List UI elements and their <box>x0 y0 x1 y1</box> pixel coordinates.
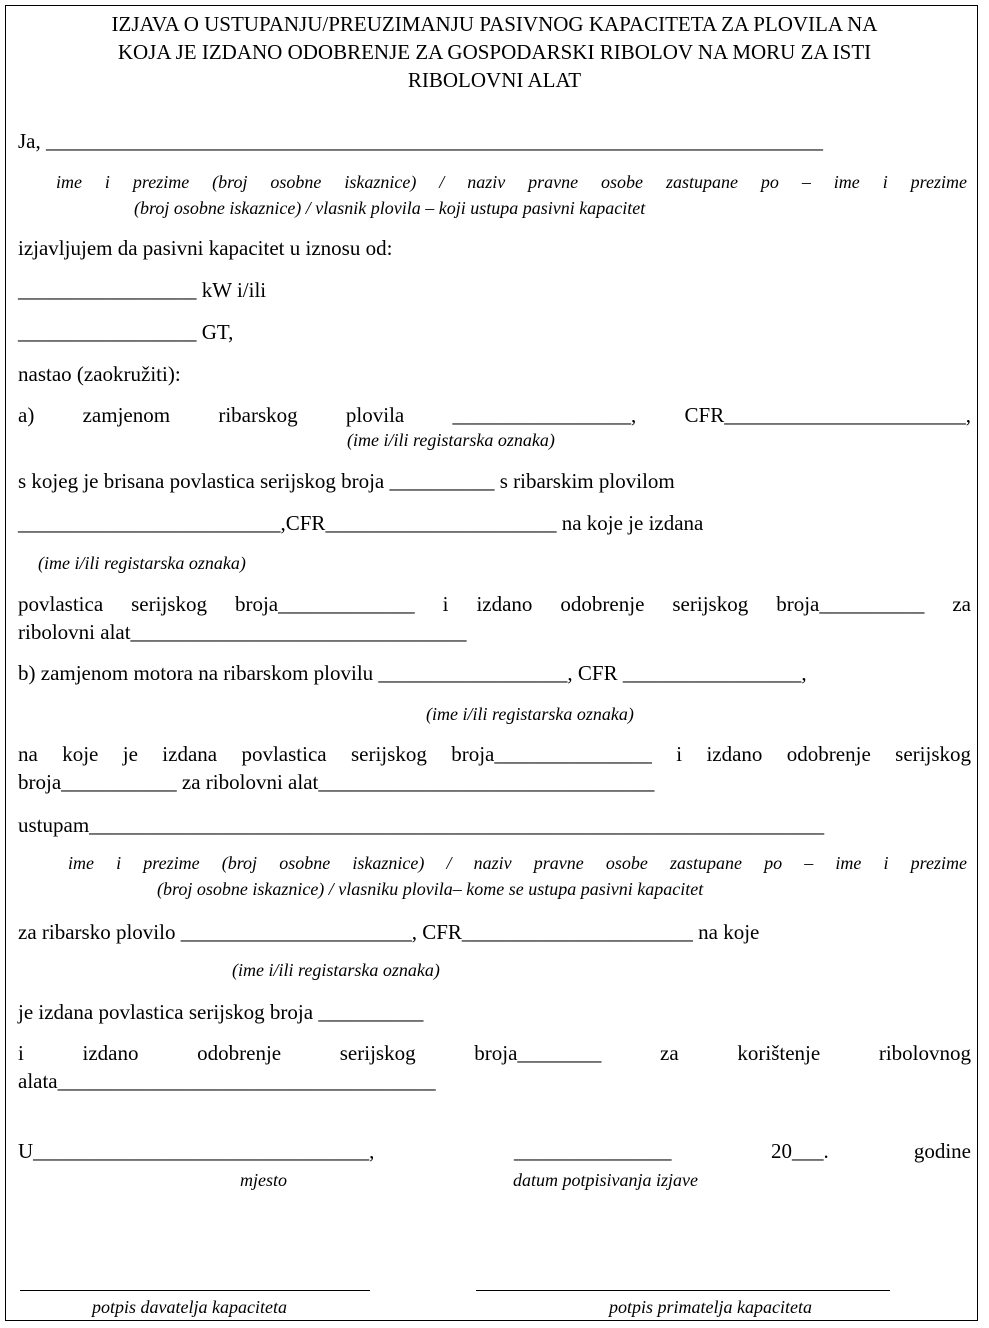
caption-signature-receiver: potpis primatelja kapaciteta <box>609 1297 812 1317</box>
caption-mjesto: mjesto <box>240 1170 287 1190</box>
i-izdano-line-1: i izdano odobrenje serijskog broja________ za korištenje ribolovnog <box>18 1041 971 1065</box>
title-line-2: KOJA JE IZDANO ODOBRENJE ZA GOSPODARSKI RIBOLOV NA MORU ZA ISTI <box>117 40 872 64</box>
ja-field-line: Ja, __________________________________________________________________________ <box>18 129 823 153</box>
date-field: _______________ <box>514 1139 672 1163</box>
year-field: 20___. <box>771 1139 829 1163</box>
izjavljujem-text: izjavljujem da pasivni kapacitet u iznosu od: <box>18 236 393 260</box>
je-izdana-line: je izdana povlastica serijskog broja __________ <box>18 1000 424 1024</box>
caption-registration-c: (ime i/ili registarska oznaka) <box>426 704 634 724</box>
povlastica-line-2: ribolovni alat________________________________ <box>18 620 467 644</box>
signature-line-giver <box>20 1290 370 1291</box>
caption-datum: datum potpisivanja izjave <box>513 1170 698 1190</box>
caption-owner-line-2: (broj osobne iskaznice) / vlasnik plovila – koji ustupa pasivni kapacitet <box>134 198 646 218</box>
place-field: U________________________________, <box>18 1139 375 1163</box>
gt-field-line: _________________ GT, <box>18 320 234 344</box>
caption-receiver-line-1: ime i prezime (broj osobne iskaznice) / naziv pravne osobe zastupane po – ime i prezime <box>68 853 967 873</box>
na-koje-line-1: na koje je izdana povlastica serijskog broja_______________ i izdano odobrenje serijskog <box>18 742 971 766</box>
signature-line-receiver <box>476 1290 890 1291</box>
title-line-1: IZJAVA O USTUPANJU/PREUZIMANJU PASIVNOG KAPACITETA ZA PLOVILA NA <box>111 12 878 36</box>
i-izdano-line-2: alata____________________________________ <box>18 1069 436 1093</box>
cfr-field-line: _________________________,CFR______________________ na koje je izdana <box>18 511 704 535</box>
caption-registration-a: (ime i/ili registarska oznaka) <box>347 430 555 450</box>
caption-owner-line-1: ime i prezime (broj osobne iskaznice) / naziv pravne osobe zastupane po – ime i prezime <box>56 172 967 192</box>
nastao-text: nastao (zaokružiti): <box>18 362 181 386</box>
ustupam-field-line: ustupam______________________________________________________________________ <box>18 813 825 837</box>
document-title <box>10 10 979 94</box>
title-line-3: RIBOLOVNI ALAT <box>407 68 582 92</box>
kw-field-line: _________________ kW i/ili <box>18 278 267 302</box>
s-kojeg-line: s kojeg je brisana povlastica serijskog broja __________ s ribarskim plovilom <box>18 469 675 493</box>
caption-signature-giver: potpis davatelja kapaciteta <box>92 1297 287 1317</box>
option-b-line: b) zamjenom motora na ribarskom plovilu __________________, CFR _________________, <box>18 661 807 685</box>
caption-registration-b: (ime i/ili registarska oznaka) <box>38 553 246 573</box>
option-a-line: a) zamjenom ribarskog plovila _________________, CFR_______________________, <box>18 403 971 427</box>
na-koje-line-2: broja___________ za ribolovni alat________________________________ <box>18 770 655 794</box>
caption-receiver-line-2: (broj osobne iskaznice) / vlasniku plovila– kome se ustupa pasivni kapacitet <box>157 879 704 899</box>
caption-registration-d: (ime i/ili registarska oznaka) <box>232 960 440 980</box>
povlastica-line-1: povlastica serijskog broja_____________ i izdano odobrenje serijskog broja__________ za <box>18 592 971 616</box>
godine-label: godine <box>913 1139 971 1163</box>
za-ribarsko-line: za ribarsko plovilo ______________________, CFR______________________ na koje <box>18 920 760 944</box>
